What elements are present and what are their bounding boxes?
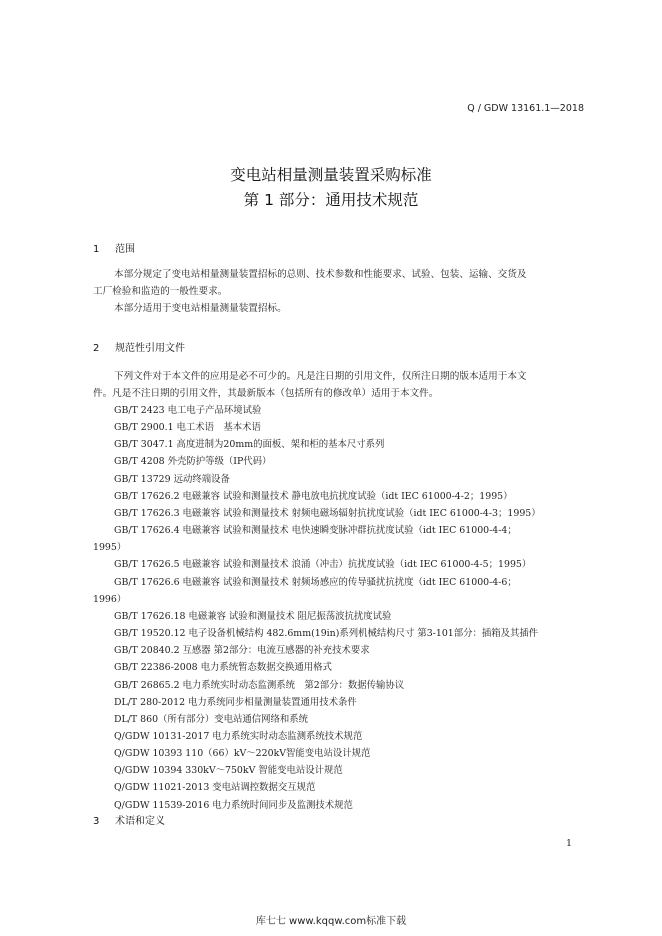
section-1-heading (93, 240, 135, 255)
section-number: 1 (93, 244, 100, 255)
reference-item: GB/T 17626.3 电磁兼容 试验和测量技术 射频电磁场辐射抗扰度试验（idt IEC 61000-4-3；1995） (114, 507, 541, 519)
reference-item: Q/GDW 11539-2016 电力系统时间同步及监测技术规范 (114, 799, 353, 811)
reference-continuation: 1996） (93, 593, 127, 605)
section-title: 规范性引用文件 (115, 343, 185, 354)
paragraph-line: 下列文件对于本文件的应用是必不可少的。凡是注日期的引用文件，仅所注日期的版本适用于本文 (114, 371, 527, 382)
paragraph-line: 工厂检验和监造的一般性要求。 (93, 286, 228, 297)
reference-list (93, 402, 585, 814)
reference-item: GB/T 20840.2 互感器 第2部分：电流互感器的补充技术要求 (114, 645, 370, 657)
paragraph-line: 本部分适用于变电站相量测量装置招标。 (114, 303, 287, 314)
reference-item: GB/T 17626.5 电磁兼容 试验和测量技术 浪涌（冲击）抗扰度试验（idt IEC 61000-4-5；1995） (114, 559, 532, 571)
reference-item (93, 522, 585, 556)
reference-item: DL/T 860（所有部分）变电站通信网络和系统 (114, 713, 309, 725)
normative-intro (93, 368, 583, 402)
document-subtitle: 第 1 部分：通用技术规范 (243, 191, 419, 209)
reference-item: Q/GDW 11021-2013 变电站调控数据交互规范 (114, 782, 316, 794)
reference-item: GB/T 4208 外壳防护等级（IP代码） (114, 456, 272, 468)
page-number: 1 (565, 838, 572, 849)
section-number: 2 (93, 343, 100, 354)
section-3-heading (93, 812, 165, 827)
reference-item: GB/T 2900.1 电工术语 基本术语 (114, 422, 261, 434)
reference-item: GB/T 3047.1 高度进制为20mm的面板、架和柜的基本尺寸系列 (114, 439, 385, 451)
scope-paragraph (93, 266, 583, 317)
reference-item: GB/T 17626.2 电磁兼容 试验和测量技术 静电放电抗扰度试验（idt IEC 61000-4-2；1995） (114, 490, 513, 502)
reference-item: GB/T 17626.18 电磁兼容 试验和测量技术 阻尼振荡波抗扰度试验 (114, 610, 392, 622)
reference-item: Q/GDW 10393 110（66）kV～220kV智能变电站设计规范 (114, 748, 371, 760)
section-number: 3 (93, 816, 100, 827)
paragraph-line: 本部分规定了变电站相量测量装置招标的总则、技术参数和性能要求、试验、包装、运输、交货及 (114, 269, 527, 280)
reference-text: GB/T 17626.4 电磁兼容 试验和测量技术 电快速瞬变脉冲群抗扰度试验（idt IEC 61000-4-4； (114, 525, 517, 537)
reference-item: Q/GDW 10394 330kV～750kV 智能变电站设计规范 (114, 765, 343, 777)
section-title: 术语和定义 (115, 816, 165, 827)
paragraph-line: 件。凡是不注日期的引用文件，其最新版本（包括所有的修改单）适用于本文件。 (93, 388, 439, 399)
reference-item: GB/T 19520.12 电子设备机械结构 482.6mm(19in)系列机械结构尺寸 第3-101部分：插箱及其插件 (114, 628, 539, 640)
reference-continuation: 1995） (93, 542, 127, 554)
reference-item: DL/T 280-2012 电力系统同步相量测量装置通用技术条件 (114, 696, 357, 708)
document-title: 变电站相量测量装置采购标准 (230, 166, 432, 184)
section-2-heading (93, 339, 185, 354)
footer-watermark: 库七七 www.kqqw.com标准下载 (255, 916, 407, 927)
reference-item (93, 574, 585, 608)
section-title: 范围 (115, 244, 135, 255)
reference-text: GB/T 17626.6 电磁兼容 试验和测量技术 射频场感应的传导骚扰抗扰度（idt IEC 61000-4-6； (114, 576, 517, 588)
reference-item: GB/T 22386-2008 电力系统暂态数据交换通用格式 (114, 662, 332, 674)
document-code: Q / GDW 13161.1—2018 (467, 103, 584, 114)
reference-item: Q/GDW 10131-2017 电力系统实时动态监测系统技术规范 (114, 730, 363, 742)
reference-item: GB/T 13729 远动终端设备 (114, 473, 230, 485)
reference-item: GB/T 26865.2 电力系统实时动态监测系统 第2部分：数据传输协议 (114, 679, 405, 691)
reference-item: GB/T 2423 电工电子产品环境试验 (114, 405, 262, 416)
